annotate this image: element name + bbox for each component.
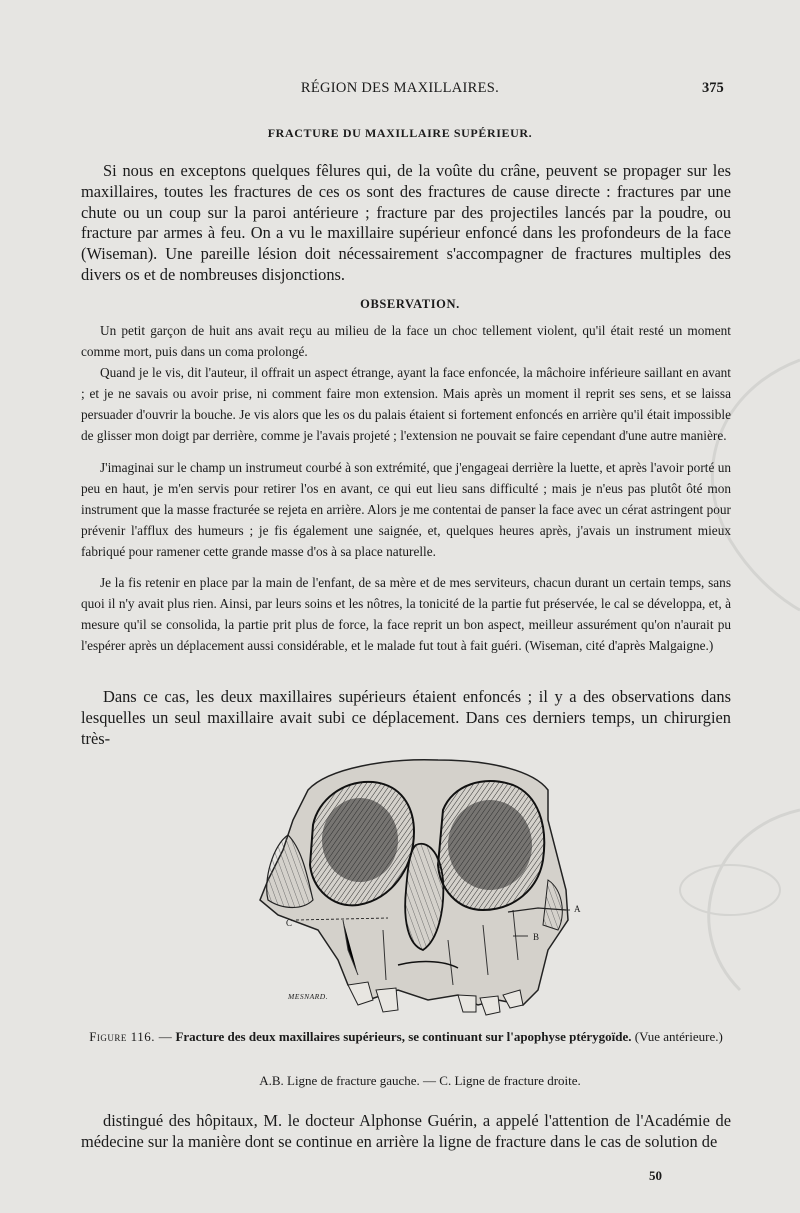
section-title: FRACTURE DU MAXILLAIRE SUPÉRIEUR.: [267, 126, 533, 140]
figure-caption: [81, 1027, 731, 1047]
figure-label-c: C: [286, 918, 293, 928]
figure-caption-label: Figure 116. —: [89, 1029, 173, 1044]
skull-illustration: [248, 750, 593, 1020]
intro-paragraph: Si nous en exceptons quelques fêlures qui, de la voûte du crâne, peuvent se propager sur les maxillaires, toutes les fractures de ces os sont des fractures de cause directe : fractures par une chute ou un coup sur la paroi antérieure ; fracture par des projectiles lancés par la poudre, ou fracture par armes à feu. On a vu le maxillaire supérieur enfoncé dans les profondeurs de la face (Wiseman). Une pareille lésion doit nécessairement s'accompagner de fractures multiples des divers os et de nombreuses disjonctions.: [81, 161, 731, 284]
figure-caption-title: Fracture des deux maxillaires supérieurs, se continuant sur l'apophyse ptérygoïde.: [175, 1029, 632, 1044]
figure-label-a: A: [574, 904, 581, 914]
running-header: RÉGION DES MAXILLAIRES.: [300, 80, 500, 96]
figure-label-b: B: [533, 932, 540, 942]
observation-paragraph-1: Un petit garçon de huit ans avait reçu au milieu de la face un choc tellement violent, qu'il était resté un moment comme mort, puis dans un coma prolongé.: [81, 323, 731, 359]
observation-paragraph-3: J'imaginai sur le champ un instrumeut courbé à son extrémité, que j'engageai derrière la luette, et après l'avoir porté un peu en haut, je m'en servis pour retirer l'os en avant, ce qui eut lieu sans difficulté ; mais je n'eus pas plutôt ôté mon instrument que la masse fracturée se rejeta en arrière. Alors je me contentai de panser la face avec un cérat astringent pour prévenir l'afflux des humeurs ; je fis également une saignée, et, quelques heures après, j'avais un instrument mieux fabriqué pour ramener cette grande masse d'os à sa place naturelle.: [81, 460, 731, 559]
figure-legend: A.B. Ligne de fracture gauche. — C. Ligne de fracture droite.: [259, 1073, 581, 1088]
observation-paragraph-4: Je la fis retenir en place par la main de l'enfant, de sa mère et de mes serviteurs, chacun durant un certain temps, sans quoi il n'y avait plus rien. Ainsi, par leurs soins et les nôtres, la tonicité de la partie fut préservée, le cal se développa, et, à mesure qu'il se consolida, la partie prit plus de force, la face reprit un bon aspect, meilleur assurément qu'on n'aurait pu l'espérer après un déplacement aussi considérable, et le malade fut tout à fait guéri. (Wiseman, cité d'après Malgaigne.): [81, 575, 731, 653]
engraver-signature: MESNARD.: [288, 992, 329, 1001]
after-paragraph: Dans ce cas, les deux maxillaires supérieurs étaient enfoncés ; il y a des observations dans lesquelles un seul maxillaire avait subi ce déplacement. Dans ces derniers temps, un chirurgien très-: [81, 687, 731, 748]
observation-paragraph-2: Quand je le vis, dit l'auteur, il offrait un aspect étrange, ayant la face enfoncée, la mâchoire inférieure saillant en avant ; et je ne savais ou avoir prise, ni comment faire mon extension. Mais après un moment il reprit ses sens, et se laissa persuader d'ouvrir la bouche. Je vis alors que les os du palais étaient si fortement enfoncés en arrière qu'il était impossible de glisser mon doigt par derrière, comme je l'avais projeté ; l'extension ne pouvait se faire cependant d'une autre manière.: [81, 365, 731, 443]
figure-caption-view: (Vue antérieure.): [634, 1029, 723, 1044]
sheet-number: 50: [649, 1168, 662, 1183]
page-number: 375: [702, 80, 724, 96]
closing-paragraph: distingué des hôpitaux, M. le docteur Alphonse Guérin, a appelé l'attention de l'Académie de médecine sur la manière dont se continue en arrière la ligne de fracture dans le cas de solution de: [81, 1111, 731, 1151]
observation-title: OBSERVATION.: [360, 297, 460, 311]
